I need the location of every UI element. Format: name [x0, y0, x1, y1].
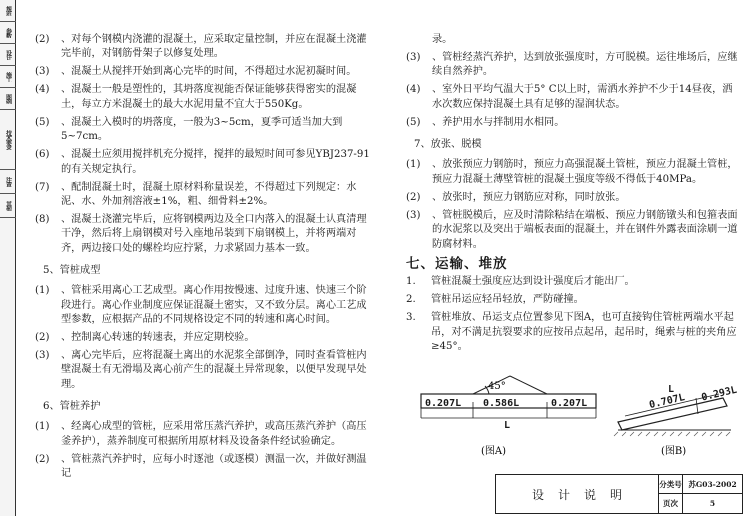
list-item: 录。 — [432, 34, 453, 45]
sling-right — [510, 376, 547, 394]
side-strip-cell: 设计 — [0, 44, 16, 66]
list-item: (5) 、混凝土入模时的坍落度，一般为3~5cm，夏季可适当加大到5~7cm。 — [35, 116, 343, 143]
list-item: (2) 、对每个钢模内浇灌的混凝土，应采取定量控制，并应在混凝土浇灌完毕前，对钢筋骨架子以修复处理。 — [35, 34, 367, 60]
figure-b-top-dim: L — [668, 384, 675, 395]
list-item: 1. 管桩混凝土强度应达到设计强度后才能出厂。 — [406, 276, 635, 288]
figure-b — [614, 384, 738, 457]
side-strip-cell: 参数 — [0, 22, 16, 44]
subsection-heading: 7、放张、脱模 — [414, 139, 482, 151]
list-item: (8) 、混凝土浇灌完毕后，应将钢模两边及全口内落入的混凝土认真清理干净，然后将上扇钢模对号入座地吊装到下扇钢模上，并将两端对齐，两边接口处的螺栓均应拧紧，力求紧固力基本一致。 — [35, 214, 367, 254]
list-item: (7) 、配制混凝土时，混凝土原材料称量误差，不得超过下列规定：水泥、水、外加剂溶液±1%，粗、细骨料±2%。 — [35, 181, 357, 207]
figure-b-caption: (图B) — [661, 446, 687, 457]
list-item: (2) 、管桩蒸汽养护时，应每小时逐池（或逐模）测温一次，并做好测温记 — [35, 453, 367, 479]
page-value: 5 — [709, 499, 716, 508]
list-item: (1) 、经离心成型的管桩，应采用常压蒸汽养护，或高压蒸汽养护（高压釜养护），蒸养制度可根据所用原材料及设备条件经试验确定。 — [35, 421, 367, 447]
list-item: (3) 、管桩脱模后，应及时清除粘结在端板、预应力钢筋镦头和包箍表面的水泥浆以及突出于端板表面的混凝土，并在钢件外露表面涂刷一道防腐材料。 — [406, 209, 738, 250]
lifting-diagram — [413, 362, 741, 466]
list-item: (3) 、混凝土从搅拌开始到离心完毕的时间，不得超过水泥初凝时间。 — [35, 66, 357, 78]
left-column — [35, 33, 375, 485]
figure-a-dim-right: 0.207L — [551, 398, 588, 409]
title-block-title: 设计说明 — [496, 475, 659, 513]
list-item: (1) 、放张预应力钢筋时，预应力高强混凝土管桩，预应力混凝土管桩，预应力混凝土薄壁管桩的混凝土强度等级不得低于40MPa。 — [406, 159, 738, 185]
title-block-meta — [659, 475, 742, 513]
section-heading: 七、运输、堆放 — [406, 255, 508, 272]
list-item: (6) 、混凝土应须用搅拌机充分搅拌，搅拌的最短时间可参见YBJ237-91的有关规定执行。 — [35, 149, 370, 175]
side-strip — [0, 0, 16, 516]
side-strip-cell: 规范 — [0, 0, 16, 22]
list-item: (2) 、控制离心转速的转速表，并应定期校验。 — [35, 331, 255, 343]
figure-a — [421, 376, 596, 457]
figure-a-caption: (图A) — [481, 446, 507, 457]
right-column — [406, 33, 741, 358]
side-strip-cell: 其他 — [0, 194, 16, 218]
list-item: (2) 、放张时，预应力钢筋应对称，同时放张。 — [406, 191, 626, 203]
list-item: 3. 管桩堆放、吊运支点位置参见下图A，也可直接钩住管桩两端水平起吊，对不满足抗裂要求的应按吊点起吊，起吊时，绳索与桩的夹角应≥45°。 — [406, 312, 737, 352]
page-label: 页次 — [659, 494, 683, 513]
side-strip-cell: 施工 — [0, 66, 16, 88]
list-item: (5) 、养护用水与拌制用水相同。 — [406, 116, 565, 128]
list-item: (3) 、管桩经蒸汽养护，达到放张强度时，方可脱模。运往堆场后，应继续自然养护。 — [406, 52, 738, 78]
class-label: 分类号 — [659, 475, 683, 494]
subsection-heading: 6、管桩养护 — [43, 400, 101, 412]
figure-b-dim-left: 0.707L — [648, 392, 686, 411]
list-item: (1) 、管桩采用离心工艺成型。离心作用按慢速、过度升速、快速三个阶段进行。离心作业制度应保证混凝土密实，又不致分层。离心工艺成型参数，应根据产品的不同规格设定不同的转速和离心时间。 — [35, 285, 367, 325]
list-item: (3) 、离心完毕后，应将混凝土离出的水泥浆全部倒净，同时查看管桩内壁混凝土有无滑塌及离心前产生的混凝土异常现象，以便早发现早处理。 — [35, 350, 367, 390]
figure-a-dim-left: 0.207L — [425, 398, 462, 409]
class-value: 苏G03-2002 — [683, 475, 742, 494]
figure-a-dim-mid: 0.586L — [483, 398, 520, 409]
figure-b-dim-right: 0.293L — [700, 384, 739, 404]
list-item: (4) 、混凝土一般是塑性的，其坍落度视能否保证能够获得密实的混凝土，每立方米混凝土的最大水泥用量不宜大于550Kg。 — [35, 84, 357, 110]
figure-a-angle: 45° — [488, 381, 506, 392]
list-item: 2. 管桩吊运应轻吊轻放，严防碰撞。 — [406, 294, 584, 306]
figure-a-total: L — [504, 420, 511, 431]
side-strip-cell: 图例 — [0, 88, 16, 110]
ground-hatching — [614, 432, 730, 436]
subsection-heading: 5、管桩成型 — [43, 264, 101, 276]
side-strip-cell: 技术要求 — [0, 110, 16, 170]
title-block — [495, 474, 743, 514]
list-item: (4) 、室外日平均气温大于5° C以上时，需洒水养护不少于14昼夜，洒水次数应保持混凝土具有足够的湿润状态。 — [406, 84, 733, 110]
side-strip-cell: 注意 — [0, 170, 16, 194]
lifting-figures — [413, 362, 741, 466]
